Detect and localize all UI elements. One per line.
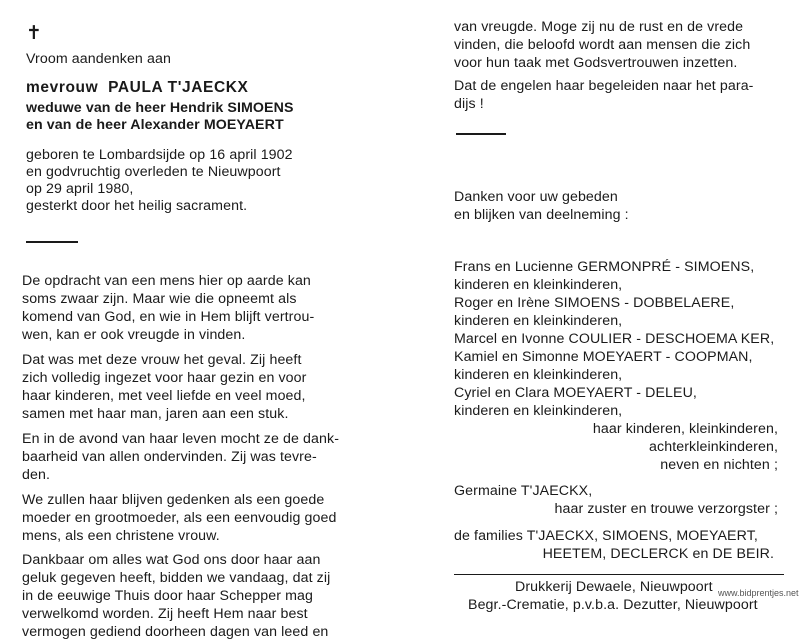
right-column [454, 0, 784, 622]
widow-line-1: weduwe van de heer Hendrik SIMOENS [26, 100, 294, 116]
watermark: www.bidprentjes.net [718, 588, 799, 598]
family-line: Marcel en Ivonne COULIER - DESCHOEMA KER, [454, 331, 775, 347]
cross-icon: ✝ [26, 23, 42, 44]
bio-line: op 29 april 1980, [26, 181, 134, 197]
intro-text: Vroom aandenken aan [26, 51, 171, 67]
continuation-line: voor hun taak met Godsvertrouwen inzetten. [454, 55, 738, 71]
paragraph-line: vermogen gediend doorheen dagen van leed en [22, 624, 329, 640]
paragraph-line: geluk gegeven heeft, bidden we vandaag, dat zij [22, 570, 331, 586]
continuation-line: van vreugde. Moge zij nu de rust en de vrede [454, 19, 744, 35]
family-line-right: achterkleinkinderen, [649, 439, 778, 455]
family-line: kinderen en kleinkinderen, [454, 313, 623, 329]
family-line: kinderen en kleinkinderen, [454, 277, 623, 293]
printer-line: Drukkerij Dewaele, Nieuwpoort [515, 579, 713, 595]
bio-line: geboren te Lombardsijde op 16 april 1902 [26, 147, 293, 163]
families-line: HEETEM, DECLERCK en DE BEIR. [542, 546, 774, 562]
paragraph-line: We zullen haar blijven gedenken als een goede [22, 492, 325, 508]
thanks-line: en blijken van deelneming : [454, 207, 629, 223]
paragraph-line: moeder en grootmoeder, als een eenvoudig goed [22, 510, 337, 526]
paragraph-line: De opdracht van een mens hier op aarde kan [22, 273, 311, 289]
family-line: Kamiel en Simonne MOEYAERT - COOPMAN, [454, 349, 753, 365]
paragraph-line: mens, als een christene vrouw. [22, 528, 220, 544]
angels-line: dijs ! [454, 96, 484, 112]
paragraph-line: in de eeuwige Thuis door haar Schepper mag [22, 588, 314, 604]
paragraph-line: zich volledig ingezet voor haar gezin en voor [22, 370, 307, 386]
thanks-line: Danken voor uw gebeden [454, 189, 618, 205]
footer-divider [454, 574, 784, 575]
name-prefix: mevrouw [26, 79, 99, 96]
family-line-right: haar kinderen, kleinkinderen, [592, 421, 778, 437]
paragraph-line: baarheid van allen ondervinden. Zij was tevre- [22, 449, 317, 465]
bio-line: en godvruchtig overleden te Nieuwpoort [26, 164, 281, 180]
family-line: kinderen en kleinkinderen, [454, 403, 623, 419]
family-line: kinderen en kleinkinderen, [454, 367, 623, 383]
paragraph-line: verwelkomd worden. Zij heeft Hem naar best [22, 606, 308, 622]
paragraph-line: soms zwaar zijn. Maar wie die opneemt als [22, 291, 297, 307]
family-line: Roger en Irène SIMOENS - DOBBELAERE, [454, 295, 735, 311]
paragraph-line: haar kinderen, met veel liefde en veel moed, [22, 388, 306, 404]
paragraph-line: Dankbaar om alles wat God ons door haar aan [22, 552, 321, 568]
paragraph-line: samen met haar man, jaren aan een stuk. [22, 406, 289, 422]
paragraph-line: komend van God, en wie in Hem blijft vertrou- [22, 309, 315, 325]
angels-line: Dat de engelen haar begeleiden naar het para- [454, 78, 754, 94]
paragraph-line: wen, kan er ook vreugde in vinden. [22, 327, 246, 343]
divider [456, 133, 506, 135]
bio-line: gesterkt door het heilig sacrament. [26, 198, 248, 214]
deceased-name: PAULA T'JAECKX [108, 79, 249, 96]
paragraph-line: En in de avond van haar leven mocht ze de dank- [22, 431, 340, 447]
widow-line-2: en van de heer Alexander MOEYAERT [26, 117, 284, 133]
family-line-right: neven en nichten ; [660, 457, 778, 473]
family-line: Cyriel en Clara MOEYAERT - DELEU, [454, 385, 697, 401]
family-line: Frans en Lucienne GERMONPRÉ - SIMOENS, [454, 259, 755, 275]
printer-line: Begr.-Crematie, p.v.b.a. Dezutter, Nieuwpoort [468, 597, 758, 613]
families-line: de families T'JAECKX, SIMOENS, MOEYAERT, [454, 528, 758, 544]
germaine-line: Germaine T'JAECKX, [454, 483, 593, 499]
deceased-name-line [26, 79, 248, 97]
paragraph-line: den. [22, 467, 51, 483]
left-column [22, 0, 398, 640]
paragraph-line: Dat was met deze vrouw het geval. Zij heeft [22, 352, 302, 368]
germaine-role: haar zuster en trouwe verzorgster ; [554, 501, 778, 517]
divider [26, 241, 78, 243]
continuation-line: vinden, die beloofd wordt aan mensen die zich [454, 37, 751, 53]
